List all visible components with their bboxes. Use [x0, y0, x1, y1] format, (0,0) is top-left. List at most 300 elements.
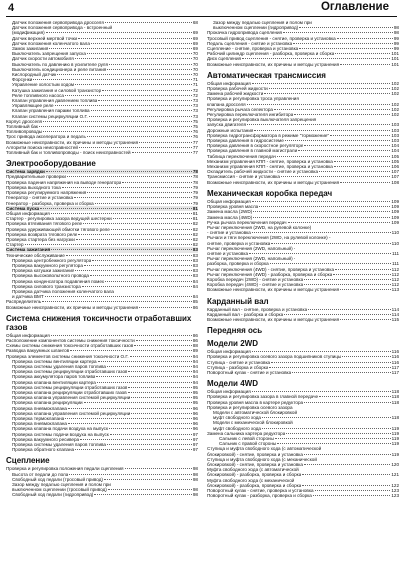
toc-entry-page: 122 [391, 482, 399, 488]
toc-entry-page: 82 [192, 242, 198, 248]
toc-entry-title: Технические обслуживание [6, 252, 65, 258]
toc-entry-page: 104 [391, 143, 399, 149]
toc-entry-title: Проверка и регулировка положения педали сцепления [6, 466, 124, 472]
dot-leader [340, 182, 390, 183]
dot-leader [302, 485, 390, 486]
dot-leader [252, 391, 391, 392]
dot-leader [83, 223, 192, 224]
dot-leader [130, 356, 192, 357]
toc-entry-title: клапана дросселя [207, 101, 246, 107]
toc-entry-page: 104 [391, 148, 399, 154]
toc-entry-title: Выключатель по давлению в усилителе руля [12, 61, 108, 67]
header-rule [6, 16, 397, 17]
dot-leader [84, 265, 192, 266]
toc-entry-page: 116 [391, 359, 399, 365]
toc-entry-title: Проверка давления в скоростное регуляторе [207, 143, 304, 149]
dot-leader [43, 121, 192, 122]
toc-entry-title: Проверка падения напряжения на выводе генератора [6, 179, 122, 185]
toc-entry-title: Система зажигания [6, 247, 51, 253]
toc-entry-page: 98 [192, 471, 198, 477]
dot-leader [57, 74, 191, 75]
toc-entry-title: Проверка аккумулятора паров топлива [12, 374, 96, 380]
dot-leader [49, 48, 192, 49]
toc-entry-title: Трос привода акселератора и педаль [6, 134, 86, 140]
toc-entry-title: Проверка вакуумного регулятора [12, 262, 83, 268]
toc-entry-page: 97 [192, 442, 198, 448]
dot-leader [262, 428, 391, 429]
toc-entry-title: муфт свободного хода [213, 425, 261, 431]
dot-leader [304, 279, 391, 280]
toc-entry-title: Датчик положения коленчатого вала [12, 40, 90, 46]
dot-leader [102, 90, 192, 91]
toc-entry-title: Проверка силового транзистора [12, 283, 81, 289]
toc-entry-title: Карданный вал - разборка и сборка [207, 311, 284, 317]
dot-leader [253, 217, 390, 218]
toc-entry-page: 83 [192, 273, 198, 279]
toc-entry-title: Датчик скорости автомобиля [12, 56, 74, 62]
dot-leader [333, 274, 390, 275]
dot-leader [271, 362, 391, 363]
toc-entry-page: 97 [192, 436, 198, 442]
dot-leader [46, 171, 192, 172]
toc-entry-title: Коробка передач (4WD) - снятие и установка [207, 282, 304, 288]
toc-entry-title: Корпус дросселя [6, 118, 43, 124]
dot-leader [62, 187, 192, 188]
dot-leader [319, 396, 391, 397]
section-heading: Сцепление [6, 456, 50, 466]
dot-leader [87, 53, 192, 54]
toc-entry-page: 85 [192, 299, 198, 305]
toc-entry-page: 101 [391, 51, 399, 57]
dot-leader [334, 161, 391, 162]
toc-entry-title: Проверка вакуумного ресивера [12, 436, 80, 442]
toc-entry-page: 70 [192, 72, 198, 78]
dot-leader [254, 130, 390, 131]
dot-leader [252, 83, 391, 84]
dot-leader [122, 182, 191, 183]
toc-entry-page: 101 [391, 56, 399, 62]
toc-entry-page: 103 [391, 127, 399, 133]
toc-entry-page: 109 [391, 198, 399, 204]
toc-entry-page: 103 [391, 138, 399, 144]
dot-leader [110, 434, 192, 435]
toc-entry-title: Механизм управления КПП - снятие, проверка и установка [207, 158, 333, 164]
dot-leader [79, 147, 192, 148]
toc-entry-page: 103 [391, 122, 399, 128]
dot-leader [277, 443, 390, 444]
toc-entry-title: Проверка и регулировка осевого зазора [207, 404, 293, 410]
toc-entry-page: 86 [192, 304, 198, 310]
dot-leader [277, 156, 390, 157]
dot-leader [293, 43, 393, 44]
section-heading: Карданный вал [207, 296, 269, 306]
toc-entry-page: 88 [192, 343, 198, 349]
toc-entry-page: 84 [192, 278, 198, 284]
toc-entry-title: Рычаг переключения (2WD, напольный) - [207, 245, 296, 251]
toc-entry-title: Проверка клапана вентиляции картера [12, 379, 96, 385]
toc-entry-page: 105 [391, 153, 399, 159]
toc-entry-page: 109 [391, 204, 399, 210]
toc-entry-title: Педаль сцепления - снятие и установка [207, 40, 293, 46]
toc-entry-page: 96 [192, 426, 198, 432]
dot-leader [288, 222, 391, 223]
toc-entry-page: 73 [192, 108, 198, 114]
toc-entry-title: Рычаг переключения (4WD) - снятие, проверка и установка [207, 266, 334, 272]
toc-entry-page: 109 [391, 209, 399, 215]
toc-entry-page: 79 [192, 200, 198, 206]
toc-entry-page: 99 [393, 40, 399, 46]
toc-entry-title: Ступица и муфта свободного хода (с автоматической [207, 446, 322, 452]
toc-entry-title: Проверка системы вентиляции картера [12, 358, 97, 364]
toc-entry-title: Стартер [6, 242, 24, 248]
toc-entry-title: Муфта свободного хода (с механической [207, 477, 295, 483]
dot-leader [66, 255, 192, 256]
toc-entry [207, 287, 399, 292]
toc-entry-title: Общая информация [6, 332, 50, 338]
toc-entry-title: Проверка системы подачи воздуха на выпуск [12, 431, 109, 437]
toc-entry-title: Сальник с левой стороны [219, 436, 274, 441]
toc-entry-page: 107 [391, 169, 399, 175]
toc-entry-page: 114 [391, 311, 399, 317]
dot-leader [97, 382, 192, 383]
dot-leader [253, 211, 390, 212]
dot-leader [286, 433, 390, 434]
toc-entry-title: Замена масла (4WD) [207, 214, 253, 220]
toc-entry-title: Диск сцепления [207, 56, 242, 62]
dot-leader [68, 408, 192, 409]
toc-entry-page: 112 [391, 266, 399, 272]
toc-entry-page: 69 [192, 35, 198, 41]
toc-entry-title: Топливный бак [6, 124, 38, 130]
toc-entry-title: Тросовый привод сцепления - снятие, проверка и установка [207, 35, 336, 41]
toc-entry-page: 79 [192, 195, 198, 201]
toc-entry-page: 109 [391, 214, 399, 220]
dot-leader [65, 95, 192, 96]
toc-entry-title: Общая информация [207, 389, 251, 395]
toc-entry-title: Проверка стартера без нагрузки [6, 236, 75, 242]
toc-entry-title: Выключатель запрещения запуска [12, 51, 86, 57]
toc-entry-title: Проверка втягивания тягового реле [6, 221, 83, 227]
toc-entry-page: 123 [391, 488, 399, 494]
toc-entry-title: Зазор между педалью сцепления и полом при [12, 482, 111, 488]
dot-leader [109, 64, 192, 65]
toc-entry-page: 83 [192, 262, 198, 268]
toc-entry-page: 95 [192, 390, 198, 395]
toc-entry-page: 111 [392, 250, 399, 256]
toc-entry [6, 305, 198, 310]
dot-leader [304, 454, 391, 455]
toc-entry-page: 96 [192, 416, 198, 422]
toc-entry-title: Проверка элементов системы снижения токсичности О.Г. [6, 353, 129, 359]
dot-leader [76, 239, 192, 240]
toc-entry-title: снятие и установка [207, 250, 249, 256]
toc-entry-title: Прокачка гидропривода сцепления [207, 30, 283, 36]
toc-entry-title: Охладитель рабочей жидкости - снятие и установка [207, 169, 319, 175]
toc-entry-page: 99 [393, 46, 399, 52]
toc-entry-title: Форсунки [12, 77, 33, 83]
dot-leader [69, 474, 192, 475]
toc-entry-title: Таблица переключения передач [207, 153, 276, 159]
toc-entry-page: 103 [391, 132, 399, 138]
toc-entry-title: Возможные неисправности, их причины и методы устранения [6, 304, 139, 310]
toc-entry-page: 71 [192, 77, 198, 83]
toc-entry-title: Проверка удерживающей обмотки тягового реле [6, 226, 110, 232]
toc-entry [207, 370, 399, 375]
dot-leader [274, 109, 390, 110]
dot-leader [337, 38, 393, 39]
toc-entry-page: 116 [391, 354, 399, 360]
toc-entry-page: 117 [391, 369, 399, 375]
toc-entry-title: Стартер - регулировка зазора ведущей шестерни [6, 216, 112, 222]
dot-leader [75, 270, 191, 271]
toc-entry-title: Разводка вакуумных шлангов [6, 348, 70, 354]
toc-entry-title: Клапан системы рециркуляции О.Г. [12, 113, 88, 119]
toc-entry-page: 112 [391, 276, 399, 282]
toc-entry-page: 98 [393, 25, 399, 31]
dot-leader [75, 449, 192, 450]
toc-entry-title: Поворотный кулак - снятие и установка [207, 369, 292, 375]
toc-entry-page: 83 [192, 257, 198, 263]
toc-entry-title: Проверка и регулировка осевого зазора подшипников ступицы [207, 354, 342, 360]
toc-entry-page: 76 [192, 134, 198, 140]
toc-entry-page: 76 [192, 129, 198, 135]
toc-entry-page: 72 [192, 87, 198, 93]
dot-leader [75, 84, 192, 85]
toc-entry-title: Кислородный датчик [12, 72, 57, 78]
toc-entry-title: Проверка уровня масла в картере редуктора [207, 399, 304, 405]
toc-entry-title: Возможные неисправности, их причины и методы устранения [207, 316, 340, 322]
toc-entry-title: Проверка датчика положения коленчатого вала [12, 288, 114, 294]
toc-entry-page: 73 [192, 103, 198, 109]
toc-entry-title: Проверка системы удаления паров топлива [12, 442, 106, 448]
toc-entry-title: разборка, проверка и сборка [207, 261, 269, 267]
toc-entry-page: 99 [393, 35, 399, 41]
dot-leader [315, 490, 391, 491]
dot-leader [269, 88, 391, 89]
toc-entry-title: Проверка системы рециркуляции отработавших газов [12, 369, 128, 375]
toc-entry-page: 95 [192, 395, 198, 401]
toc-entry-title: Коробка передач (2WD) - снятие и установка [207, 276, 304, 282]
dot-leader [91, 110, 192, 111]
toc-entry-title: Проверка и регулировка выключателя запрещения [207, 117, 317, 123]
toc-entry-title: Возможные неисправности, их причины и методы устранения [207, 61, 340, 67]
toc-entry-title: Датчик верхней мертвой точки [12, 35, 78, 41]
toc-entry-title: Замена сальника картера редуктора [207, 430, 286, 436]
dot-leader [51, 213, 192, 214]
dot-leader [107, 444, 192, 445]
dot-leader [65, 418, 192, 419]
toc-entry-page: 79 [192, 190, 198, 196]
toc-entry-page: 118 [391, 399, 399, 405]
toc-entry-title: выключенном сцеплении (гидропривод) [213, 25, 299, 31]
dot-leader [74, 197, 192, 198]
toc-entry-title: Проверка рабочей жидкости [207, 86, 268, 92]
dot-leader [302, 474, 390, 475]
dot-leader [107, 366, 192, 367]
toc-entry-page: 96 [192, 421, 198, 427]
toc-entry-title: Проверка пневмоклапана [12, 405, 67, 411]
toc-entry-title: Клапан управления давлением топлива [12, 98, 98, 104]
toc-entry-title: муфт свободного хода [213, 415, 261, 421]
toc-entry-title: Рабочий цилиндр сцепления - разборка, проверка и сборка [207, 51, 335, 57]
dot-leader [252, 201, 391, 202]
toc-entry-title: Система пуска [6, 205, 40, 211]
section-heading: Передняя ось [207, 326, 263, 336]
toc-entry-page: 102 [391, 80, 399, 86]
dot-leader [105, 281, 192, 282]
toc-entry-title: Дорожные испытания [207, 127, 254, 133]
toc-entry-title: Сцепление - снятие, проверка и установка [207, 46, 299, 52]
toc-entry-title: Проверка давления в главной магистрали [207, 148, 298, 154]
toc-entry-page: 102 [391, 101, 399, 107]
toc-entry-title: блокировкой) - снятие, проверка и установка [207, 451, 303, 457]
toc-entry-title: Рычаг переключения (4WD) - разборка, проверка и сборка [207, 271, 333, 277]
toc-entry-title: Муфта свободного хода (с автоматической [207, 467, 299, 473]
toc-entry-title: Возможные неисправности, их причины и методы устранения [207, 287, 340, 293]
toc-entry-title: Проверка гидротрансформатора в режиме "торможение" [207, 132, 330, 138]
toc-entry-page: 123 [391, 493, 399, 499]
toc-entry-title: Ступица - разборка и сборка [207, 364, 269, 370]
page-title: Оглавление [320, 1, 389, 13]
toc-entry-page: 94 [192, 358, 198, 364]
dot-leader [283, 32, 393, 33]
dot-leader [136, 340, 192, 341]
toc-entry-title: блокировкой) - разборка, проверка и сборка [207, 482, 302, 488]
toc-entry-page: 102 [391, 86, 399, 92]
toc-entry-title: Проверка термоклапана [12, 416, 65, 422]
dot-leader [25, 244, 192, 245]
dot-leader [128, 387, 191, 388]
dot-leader [113, 218, 192, 219]
toc-entry-title: Проверка клапана подачи воздуха на выпуск [12, 426, 108, 432]
dot-leader [84, 402, 192, 403]
toc-entry-title: Общая информация [207, 198, 251, 204]
toc-entry-page: 77 [192, 150, 198, 156]
toc-entry-title: (модификация) [12, 30, 45, 36]
dot-leader [270, 263, 391, 264]
toc-entry-title: Проверка катушки зажигания [12, 268, 75, 274]
toc-entry-page: 69 [192, 40, 198, 46]
toc-entry-page: 98 [192, 492, 198, 498]
toc-entry-page: 110 [391, 240, 399, 246]
page-header [0, 0, 403, 18]
toc-entry-title: Проверка клапана рециркуляции [12, 400, 83, 406]
toc-entry-page: 73 [192, 113, 198, 119]
toc-entry-title: Проверка давления в гидросистеме [207, 138, 284, 144]
dot-leader [87, 136, 192, 137]
toc-entry-page: 120 [391, 462, 399, 468]
dot-leader [80, 439, 192, 440]
dot-leader [335, 53, 390, 54]
toc-entry-title: Распределитель [6, 299, 42, 305]
toc-entry-page: 82 [192, 231, 198, 237]
dot-leader [285, 140, 391, 141]
toc-entry-title: Управляющее реле [12, 103, 54, 109]
toc-entry-title: Реле топливного насоса [12, 92, 64, 98]
toc-entry-page: 95 [192, 384, 198, 390]
toc-entry-title: Трансмиссия - снятие и установка [207, 174, 280, 180]
section-heading: Модели 4WD [207, 379, 258, 389]
dot-leader [131, 413, 192, 414]
toc-entry-title: Датчик положения сервопривода дросселя [12, 20, 104, 25]
dot-leader [125, 468, 192, 469]
toc-entry-title: Генератор - снятие и установка [6, 195, 74, 201]
toc-entry-page: 109 [391, 219, 399, 225]
toc-entry-title: Ручка рычага переключения передач [207, 219, 287, 225]
toc-entry-title: Клапан управления парами топлива [12, 108, 90, 114]
dot-leader [304, 145, 390, 146]
toc-entry-page: 102 [391, 91, 399, 97]
toc-entry-title: блокировкой) - разборка, проверка и сборка [207, 472, 302, 478]
toc-entry-title: Свободный ход педали (гидропривод) [12, 492, 94, 498]
toc-entry-title: Замена масла (2WD) [207, 209, 253, 215]
toc-entry-title: Проверка пневмоклапана [12, 421, 67, 427]
toc-entry-title: Модели с автоматической блокировкой [213, 409, 298, 415]
toc-entry-title: Расположение компонентов системы снижения токсичности [6, 337, 135, 343]
dot-leader [132, 152, 192, 153]
toc-entry-title: Проверка и регулировка троса управления [207, 96, 299, 102]
dot-leader [128, 371, 191, 372]
toc-entry-page: 119 [391, 451, 399, 457]
toc-entry-page: 116 [391, 349, 399, 355]
toc-entry-title: Выключатель кондиционера и реле питания [12, 66, 107, 72]
toc-entry-title: - снятие и установка [207, 230, 251, 236]
toc-entry-page: 118 [391, 415, 399, 421]
toc-entry-page: 77 [192, 144, 198, 150]
toc-entry-page: 98 [192, 487, 198, 493]
toc-entry-page: 118 [391, 389, 399, 395]
dot-leader [249, 253, 391, 254]
dot-leader [43, 131, 192, 132]
toc-entry-title: Карданный вал - снятие, проверка и установка [207, 306, 308, 312]
dot-leader [284, 314, 390, 315]
toc-entry-page: 119 [391, 436, 399, 441]
dot-leader [75, 58, 192, 59]
dot-leader [46, 32, 192, 33]
dot-leader [78, 38, 192, 39]
dot-leader [252, 351, 391, 352]
toc-entry-page: 69 [192, 46, 198, 52]
dot-leader [109, 428, 192, 429]
toc-entry-page: 113 [391, 287, 399, 293]
dot-leader [281, 176, 390, 177]
dot-leader [107, 69, 192, 70]
toc-entry-title: Алгоритм поиска неисправностей [6, 144, 78, 150]
dot-leader [308, 309, 391, 310]
dot-leader [90, 275, 192, 276]
toc-entry-title: Проверка обратного клапана [12, 447, 75, 453]
toc-entry-page: 78 [192, 179, 198, 185]
toc-entry-page: 89 [192, 348, 198, 354]
dot-leader [42, 301, 192, 302]
dot-leader [262, 417, 391, 418]
toc-entry-page: 119 [391, 441, 399, 447]
toc-entry-title: Замок зажигания [12, 46, 49, 52]
dot-leader [87, 192, 192, 193]
toc-entry-title: Проверка клапана управления системой рециркуляции [12, 395, 131, 401]
section-heading: Механическая коробка передач [207, 188, 333, 198]
toc-entry-page: 118 [391, 394, 399, 400]
dot-leader [298, 150, 390, 151]
dot-leader [78, 234, 191, 235]
toc-entry [207, 62, 399, 67]
toc-entry-page: 121 [391, 472, 399, 478]
toc-entry-page: 82 [192, 236, 198, 242]
toc-entry-title: Проверка регулируемого напряжения [6, 190, 87, 196]
toc-entry-title: Топливный бак и топливопроводы - поиск неисправностей [6, 150, 131, 156]
dot-leader [105, 22, 192, 23]
dot-leader [40, 208, 192, 209]
